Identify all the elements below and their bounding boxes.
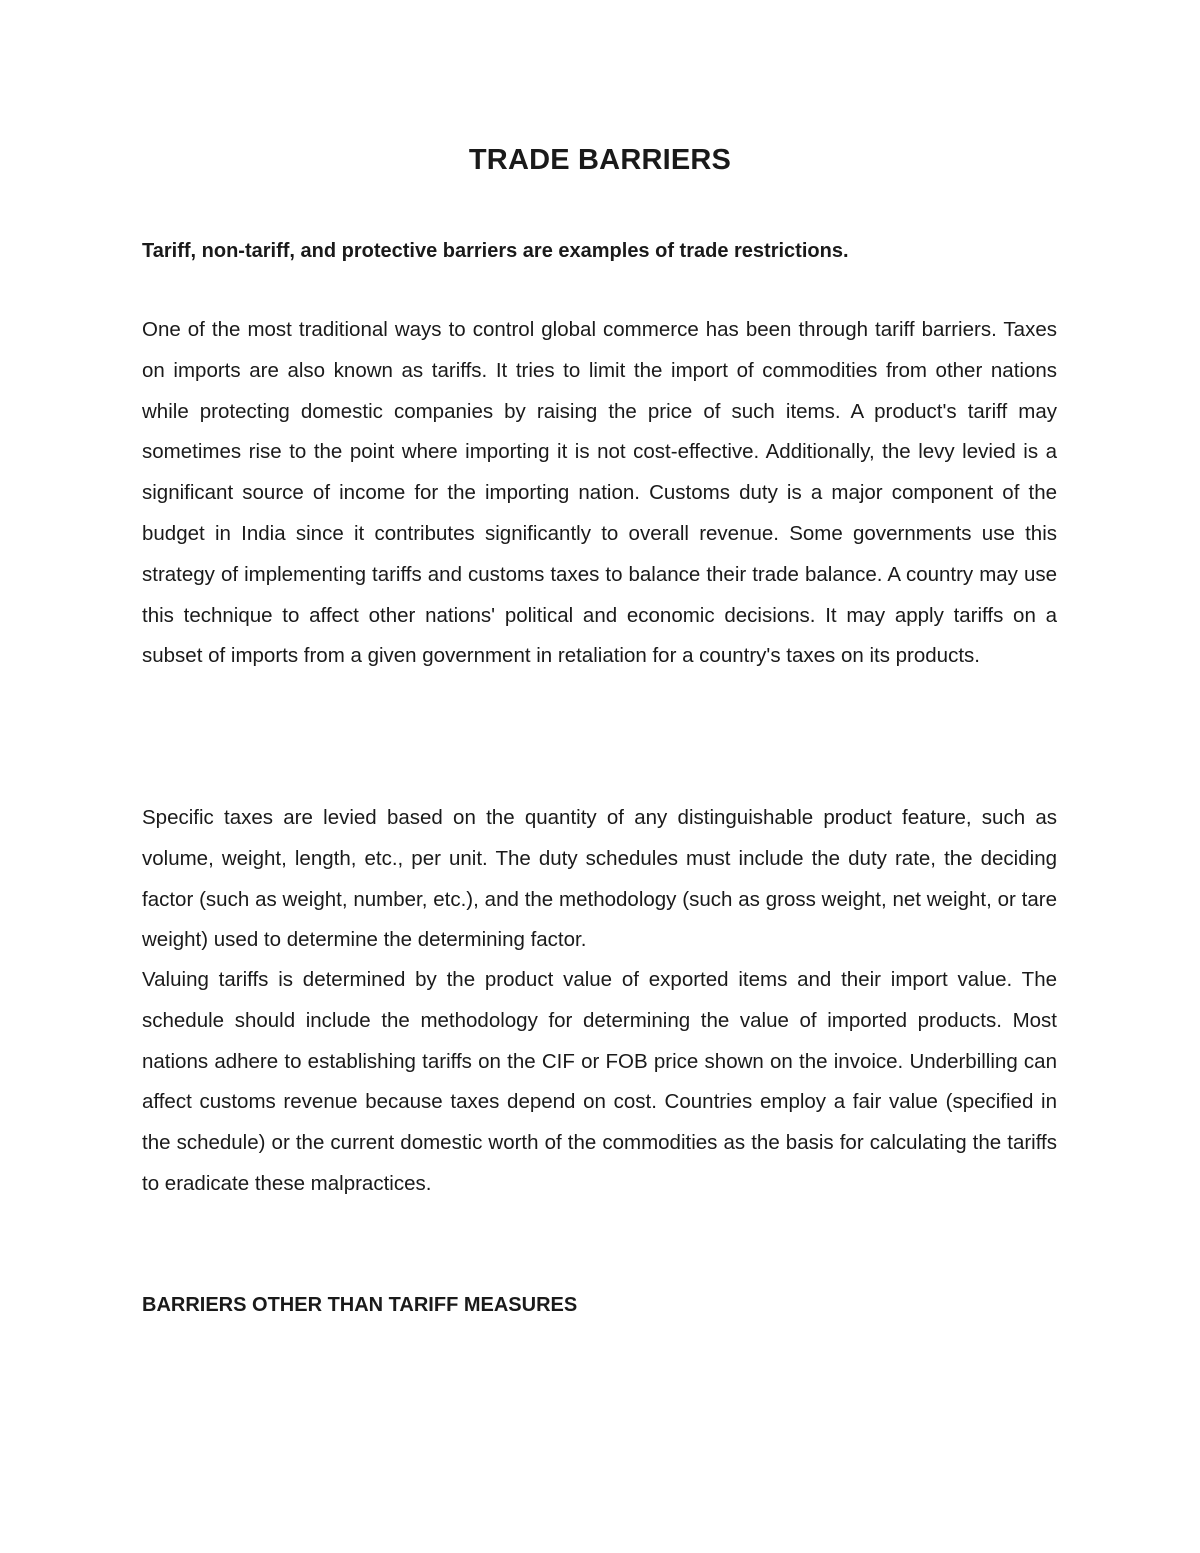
document-subtitle: Tariff, non-tariff, and protective barriers are examples of trade restrictions. [142, 240, 849, 262]
paragraph-valuing-tariffs: Valuing tariffs is determined by the product value of exported items and their import value. The schedule should include the methodology for determining the value of imported products. Most nations adhere to establishing tariffs on the CIF or FOB price shown on the invoice. Underbilling can affect customs revenue because taxes depend on cost. Countries employ a fair value (specified in the schedule) or the current domestic worth of the commodities as the basis for calculating the tariffs to eradicate these malpractices. [142, 968, 1057, 1195]
paragraph-specific-taxes: Specific taxes are levied based on the quantity of any distinguishable product feature, such as volume, weight, length, etc., per unit. The duty schedules must include the duty rate, the deciding factor (such as weight, number, etc.), and the methodology (such as gross weight, net weight, or tare weight) used to determine the determining factor. [142, 806, 1057, 952]
paragraph-tariff-barriers: One of the most traditional ways to control global commerce has been through tariff barriers. Taxes on imports are also known as tariffs. It tries to limit the import of commodities from other nations while protecting domestic companies by raising the price of such items. A product's tariff may sometimes rise to the point where importing it is not cost-effective. Additionally, the levy levied is a significant source of income for the importing nation. Customs duty is a major component of the budget in India since it contributes significantly to overall revenue. Some governments use this strategy of implementing tariffs and customs taxes to balance their trade balance. A country may use this technique to affect other nations' political and economic decisions. It may apply tariffs on a subset of imports from a given government in retaliation for a country's taxes on its products. [142, 318, 1057, 668]
section-heading: BARRIERS OTHER THAN TARIFF MEASURES [142, 1294, 578, 1316]
document-title: TRADE BARRIERS [468, 144, 732, 176]
